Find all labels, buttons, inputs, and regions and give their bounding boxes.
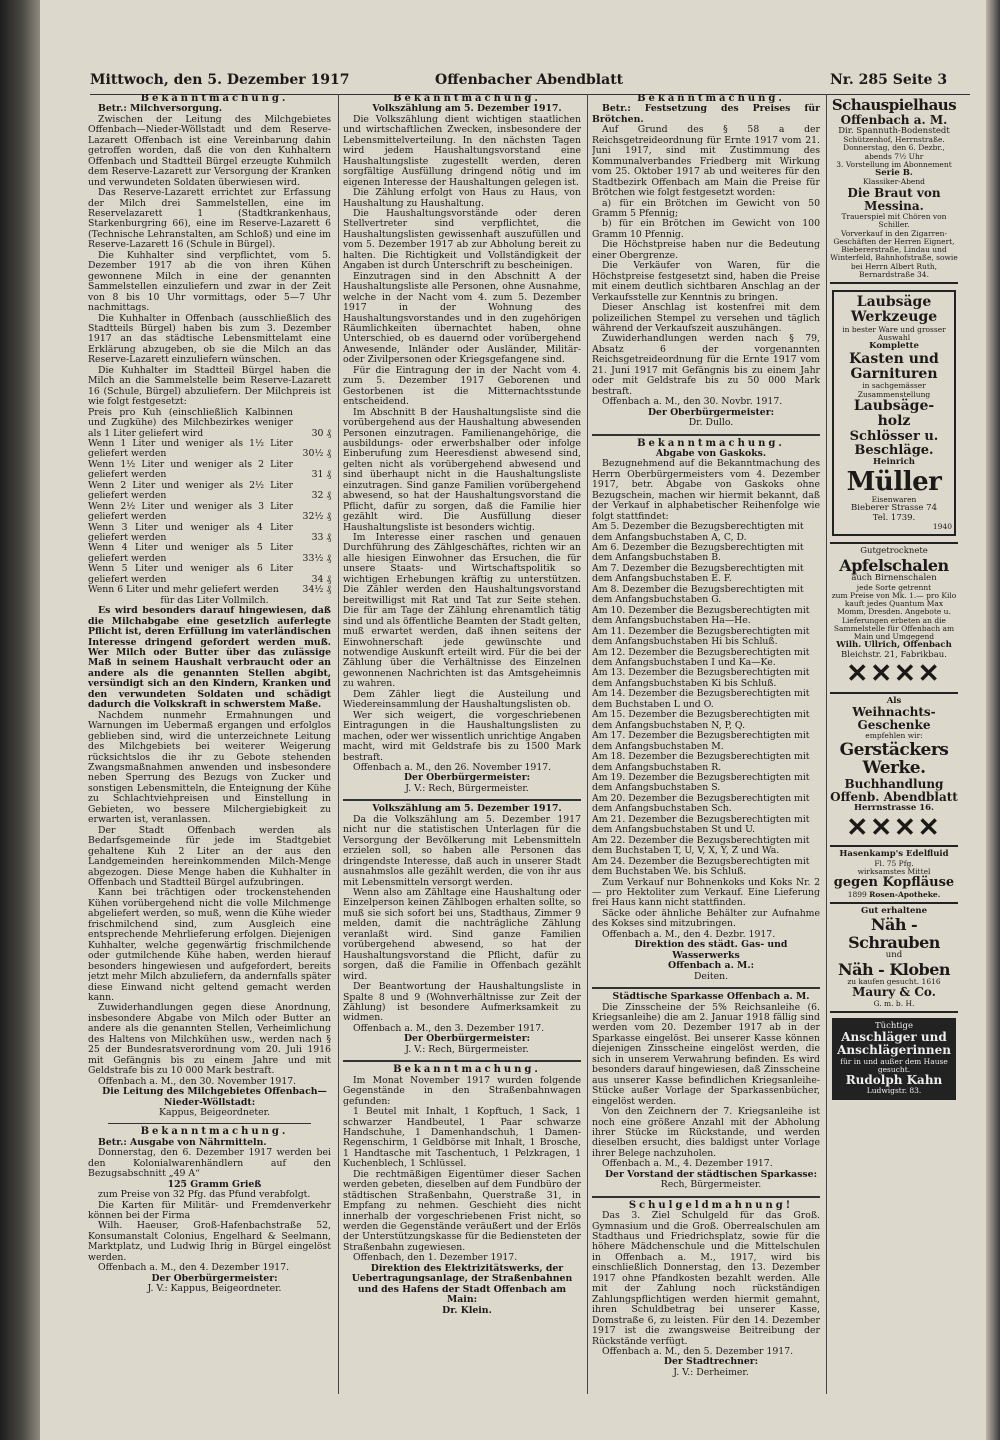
price-label: Wenn 1 Liter und weniger als 1½ Liter geliefert werden [88,437,293,460]
price-row [88,460,331,481]
price-label: Wenn 4 Liter und weniger als 5 Liter geliefert werden [88,542,293,564]
notice-heading: Schulgeldmahnung! [628,1199,794,1211]
ad-text: auch Birnenschalen [851,573,937,584]
schedule-letters: dem Anfangsbuchstaben R. [592,761,722,773]
ad-frame [832,1018,956,1100]
paragraph: Der Stadt Offenbach werden als Bedarfsgemeinde für jede im Stadtgebiet gehaltene Kuh 2 Liter an der aus den Landgemeinden hereinkommenden Milch-Menge abgezogen. Diese Menge haben die Kuhhalter in Offenbach und Stadtteil Bürgel aufzubringen. [88,824,331,888]
column-rule [587,94,588,1394]
schedule-date: Am 6. Dezember die Bezugsberechtigten mit [592,542,804,554]
signature-date: Offenbach a. M., 4. Dezember 1917. [602,1158,773,1170]
signature-date: Offenbach a. M., den 4. Dezember 1917. [98,1262,290,1274]
ad-text [830,891,958,899]
signature-name: Kappus, Beigeordneter. [159,1106,270,1118]
ad-text: Beschläge. [854,442,934,458]
ad-text: Kasten und [849,350,939,367]
column-rule [338,94,339,1394]
ad-schauspielhaus [830,94,958,284]
signature-office: Die Leitung des Milchgebietes Offenbach—Nieder-Wöllstadt: [102,1086,327,1108]
signature-office: Der Oberbürgermeister: [647,406,775,418]
price-label: Wenn 5 Liter und weniger als 6 Liter geliefert werden [88,563,293,585]
ad-title: Schauspielhaus [831,96,957,114]
paragraph: Das 3. Ziel Schulgeld für das Groß. Gymnasium und die Groß. Oberrealschulen am Stadthaus und Friedrichsplatz, sowie für die höhere Mädchenschule und die Mittelschulen in Offenbach a. M., 1917, wird bis einschließlich Donnerstag, den 13. Dezember 1917 ohne Pfandkosten bezahlt werden. Alle mit der Zahlung noch rückständigen Zahlungspflichtigen werden hiermit gemahnt, ihren Schuldbetrag bei unserer Kasse, Domstraße 6, zu leisten. Für den 14. Dezember 1917 ist die zwangsweise Beitreibung der Rückstände verfügt. [592,1210,820,1347]
paragraph: Das Reserve-Lazarett errichtet zur Erfassung der Milch drei Sammelstellen, eine im Reservelazarett 1 (Stadtkrankenhaus, Starkenburgring 66), eine im Reserve-Lazarett 6 (Technische Lehranstalten, am Schloß) und eine im Reserve-Lazarett 16 (Schule in Bürgel). [88,187,331,251]
price-label: Wenn 2½ Liter und weniger als 3 Liter geliefert werden [88,500,293,523]
masthead-title: Offenbacher Abendblatt [435,72,624,88]
signature-date: Offenbach a. M., den 3. Dezember 1917. [353,1022,545,1034]
ad-text: gegen Kopfläuse [833,875,955,891]
price-row [88,408,331,439]
paragraph: Die Kuhhalter in Offenbach (ausschließlich des Stadtteils Bürgel) haben bis zum 3. Dezember 1917 an das städtische Lebensmittelamt eine Erklärung abzugeben, ob sie die Milch an das Reserve-Lazarett einzuliefern wünschen. [88,312,331,366]
signature-name: Dr. Dullo. [688,417,734,429]
column-1 [88,94,331,1394]
ad-text: Eisenwaren [871,495,917,505]
notice-divider [592,987,820,989]
notice-heading: Bekanntmachung. [393,1064,541,1076]
schedule-letters: dem Anfangsbuchstaben B. [592,552,721,564]
milk-price-table [88,408,331,596]
notice-subject: Betr.: Festsetzung des Preises für Brötchen. [592,103,820,125]
signature-office: Direktion des städt. Gas- und Wasserwerks [634,939,788,961]
page-binding-edge [0,0,40,1440]
schedule-date: Am 18. Dezember die Bezugsberechtigten mit [592,751,810,763]
ad-text: Bleichstr. 21, Fabrikbau. [841,649,947,660]
ad-text: empfehlen wir: [865,731,923,741]
price-row [88,543,331,564]
ad-text: Ludwigstr. 83. [866,1086,922,1096]
notice-heading: Städtische Sparkasse Offenbach a. M. [612,991,810,1003]
paragraph: Die Karten für Militär- und Fremdenverkehr können bei der Firma [88,1199,331,1222]
ad-frame [832,290,956,536]
schedule-letters: dem Buchstaben We. bis Schluß. [592,866,747,878]
price-value: 32 ₰ [311,490,331,502]
signature-name: J. V.: Rech, Bürgermeister. [405,782,529,794]
ad-text: Maury & Co. [852,985,936,1000]
koks-schedule [592,522,820,877]
paragraph: Die Zinsscheine der 5% Reichsanleihe (6. Kriegsanleihe) die am 2. Januar 1918 fällig sind werden vom 20. Dezember 1917 ab in der Sparkasse eingelöst. Bei unserer Kasse können diejenigen Zinsscheine eingelöst werden, die sich in unserem Verwahrung befinden. Es wird besonders darauf hingewiesen, daß Zinsscheine aus unserer Kasse befindlichen Kriegsanleihe-Stücke außer Vorlage der Sparkassenbücher, eingelöst werden. [592,1001,820,1107]
paragraph: a) für ein Brötchen im Gewicht von 50 Gramm 5 Pfennig; [592,197,820,219]
column-2 [343,94,581,1394]
paragraph: Säcke oder ähnliche Behälter zur Aufnahme des Kokses sind mitzubringen. [592,907,820,930]
ad-apfelschalen [830,544,958,693]
ad-title: Laubsäge [856,294,932,310]
ad-text: wirksamstes Mittel [857,866,931,876]
price-row [88,439,331,460]
schedule-date: Am 24. Dezember die Bezugsberechtigten mit [592,855,810,867]
ad-title: Werke. [862,758,926,779]
signature-date: Offenbach a. M., den 26. November 1917. [353,762,552,773]
paragraph: Wilh. Haeuser, Groß-Hafenbachstraße 52, Konsumanstalt Colonius, Engelhard & Seelmann, Marktplatz, und Ludwig Ihrig in Bürgel eingelöst werden. [88,1220,331,1263]
paragraph: 1 Beutel mit Inhalt, 1 Kopftuch, 1 Sack, 1 schwarzer Handbeutel, 1 Paar schwarze Handschuhe, 1 Damenhandschuh, 1 Damen-Regenschirm, 1 Geldbörse mit Inhalt, 1 Brosche, 1 Handtasche mit Taschentuch, 1 Pelzkragen, 1 Kuchenblech, 1 Schlüssel. [343,1106,581,1170]
schedule-letters: dem Anfangsbuchstaben M. [592,740,724,752]
masthead-issue: Nr. 285 Seite 3 [830,72,948,88]
schedule-date: Am 19. Dezember die Bezugsberechtigten mit [592,772,810,783]
ad-text: Vorverkauf in den Zigarren-Geschäften der Herren Eignert, Biebererstraße, Lindau und Winterfeld, Bahnhofstraße, sowie bei Herrn Albert Ruth, Bernardstraße 34. [830,228,958,279]
ad-text: Weihnachts-Geschenke [852,705,936,733]
signature-office: Der Oberbürgermeister: [151,1272,278,1284]
paragraph: Dieser Anschlag ist kostenfrei mit dem polizeilichen Stempel zu versehen und täglich während der Verkaufszeit auszuhängen. [592,302,820,334]
paragraph: Es wird besonders darauf hingewiesen, daß die Milchabgabe eine gesetzlich auferlegte Pflicht ist, deren Erfüllung im vaterländischen Interesse dringend gefordert werden muß. Wer Milch oder Butter über das zulässige Maß in seinem Haushalt verbraucht oder an andere als die genannten Stellen abgibt, versündigt sich an den Kindern, Kranken und den verwundeten Soldaten und schädigt dadurch die Volkskraft in schwerstem Maße. [88,605,331,711]
price-value: 32½ ₰ [302,511,331,523]
schedule-date: Am 12. Dezember die Bezugsberechtigten mit [592,646,810,658]
ad-text: Garnituren [850,366,938,383]
ad-title: Hasenkamp's Edelfluid [839,849,949,860]
signature-office: Der Oberbürgermeister: [403,772,531,784]
schedule-date: Am 15. Dezember die Bezugsberechtigten mit [592,709,810,721]
ad-text: Donnerstag, den 6. Dezbr., abends 7½ Uhr [843,143,945,161]
signature-name: J. V.: Kappus, Beigeordneter. [147,1283,282,1295]
paragraph: Die Höchstpreise haben nur die Bedeutung einer Obergrenze. [592,239,820,261]
schedule-letters: dem Anfangsbuchstaben Ha—He. [592,615,751,627]
schedule-letters: dem Anfangsbuchstaben E. F. [592,573,732,585]
price-label: Wenn 2 Liter und weniger als 2½ Liter geliefert werden [88,479,293,502]
ad-title: Anschläger und [841,1030,947,1045]
ad-text: Dir. Spannuth-Bodenstedt [838,125,950,136]
ad-text: Gut erhaltene [860,905,928,916]
ad-text: in sachgemässer Zusammenstellung [857,381,931,399]
schedule-letters: dem Anfangsbuchstaben N, P, Q. [592,719,746,731]
ad-text: in bester Ware und grosser Auswahl [842,324,946,343]
notice-heading: Bekanntmachung. [637,437,785,449]
column-rule [826,94,827,1394]
paragraph: Die Volkszählung dient wichtigen staatlichen und wirtschaftlichen Zwecken, insbesondere der Lebensmittelverteilung. In den nächsten Tagen wird jedem Haushaltungsvorstand eine Haushaltungsliste zugestellt werden, deren sorgfältige Ausfüllung dringend nötig und im eigenen Interesse der Haushaltungen gelegen ist. [343,113,581,188]
price-value: 33 ₰ [311,532,331,544]
notice-subject: Volkszählung am 5. Dezember 1917. [372,103,562,115]
ad-text: zu kaufen gesucht. [847,977,920,987]
paragraph: Wer sich weigert, die vorgeschriebenen Eintragungen in die Haushaltungslisten zu machen, oder wer wissentlich unrichtige Angaben macht, wird mit Geldstrafe bis zu 1500 Mark bestraft. [343,709,581,763]
ad-title: Näh - Schrauben [848,915,940,952]
decorative-crosses: ✕✕✕✕ [846,812,942,843]
signature-name: J. V.: Rech, Bürgermeister. [405,1043,529,1055]
ad-text: zum Preise von Mk. 1.— pro Kilo kauft jedes Quantum Max Momm, Dresden. Angebote u. Lieferungen erbeten an die Sammelstelle für Offenbach am Main und Umgegend [831,590,957,642]
ad-title: Müller [846,466,942,497]
price-label: Wenn 1½ Liter und weniger als 2 Liter geliefert werden [88,458,293,481]
paragraph: Die Kuhhalter sind verpflichtet, vom 5. Dezember 1917 ab die von ihren Kühen gewonnene Milch in eine der genannten Sammelstellen einzuliefern und zwar in der Zeit von 8 bis 10 Uhr vormittags, oder 5—7 Uhr nachmittags. [88,249,331,314]
notice-subject: Betr.: Ausgabe von Nährmitteln. [98,1136,267,1148]
ad-title: Werkzeuge [850,309,938,326]
masthead [90,70,970,95]
paragraph: Zum Verkauf nur Bohnenkoks und Koks Nr. 2 — pro Hektoliter zum Verkauf. Eine Lieferung frei Haus kann nicht stattfinden. [592,876,820,909]
schedule-letters: dem Buchstaben T, U, V, X, Y, Z und Wa. [592,845,780,857]
paragraph: Die rechtmäßigen Eigentümer dieser Sachen werden gebeten, dieselben auf dem Fundbüro der städtischen Straßenbahn, Querstraße 31, in Empfang zu nehmen. Geschieht dies nicht innerhalb der vorgeschriebenen Frist nicht, so werden die Gegenstände veräußert und der Erlös der Unterstützungskasse für die Bediensteten der Straßenbahn zugewiesen. [343,1168,581,1253]
price-row [88,523,331,544]
paragraph: Die Kuhhalter im Stadtteil Bürgel haben die Milch an die Sammelstelle beim Reserve-Lazarett 16 (Schule, Bürgel) abzuliefern. Der Milchpreis ist wie folgt festgesetzt: [88,364,331,408]
paragraph: Bezugnehmend auf die Bekanntmachung des Herrn Oberbürgermeisters vom 4. Dezember 1917, betr. Abgabe von Gaskoks ohne Bezugschein, machen wir hiermit bekannt, daß der Verkauf in alphabetischer Reihenfolge wie folgt stattfindet: [592,458,820,522]
ad-text: Wilh. Ullrich, Offenbach [836,640,952,651]
ad-text: 3. Vorstellung im Abonnement [836,159,952,169]
paragraph: Im Interesse einer raschen und genauen Durchführung des Zählgeschäftes, richten wir an alle hiesigen Einwohner das Ersuchen, die für unsere Staats- und Wirtschaftspolitik so wichtigen Erhebungen kräftig zu unterstützen. Die Zähler werden den Haushaltungsvorstand bereitwilligst mit Rat und Tat zur Seite stehen. Die für am Tage der Zählung ehrenamtlich tätig sind und als öffentliche Beamten der Stadt gelten, muß erwartet werden, daß ihnen seitens der Einwohnerschaft jede gewünschte und notwendige Auskunft erteilt wird. Für die bei der Zählung über die Verhältnisse des Einzelnen gewonnenen Nachrichten ist das Amtsgeheimnis zu wahren. [343,532,581,690]
schedule-letters: dem Anfangsbuchstaben Sch. [592,803,732,815]
ad-text: Schützenhof, Herrnstraße. [843,135,945,145]
ad-gerstaecker [830,694,958,848]
paragraph: Nachdem nunmehr Ermahnungen und Warnungen im Uebermaß ergangen und erfolglos geblieben sind, wird die unterzeichnete Leitung des Milchgebiets bei weiterer Weigerung rücksichtslos die ihr zu Gebote stehenden Zwangsmaßnahmen anwenden und insbesondere neben Sperrung des Bezugs von Zucker und sonstigen Lebensmitteln, die Enteignung der Kühe zu Schlachtviehpreisen und Einstellung in Gebieten, wo bessere Milchergiebigkeit zu erwarten ist, veranlassen. [88,709,331,826]
schedule-letters: dem Anfangsbuchstaben G. [592,594,722,606]
schedule-date: Am 21. Dezember die Bezugsberechtigten mit [592,813,810,825]
ad-text: Die Braut von Messina. [847,185,941,213]
ad-text: Laubsäge- [853,397,935,414]
notice-heading: Bekanntmachung. [637,94,785,104]
paragraph: zum Preise von 32 Pfg. das Pfund verabfolgt. [98,1189,311,1201]
schedule-letters: dem Anfangsbuchstaben St und U. [592,824,756,836]
ad-title: Gerstäckers [839,739,949,760]
paragraph: Wenn also am Zähltage eine Haushaltung oder Einzelperson keinen Zählbogen erhalten sollte, so muß sie sich sofort bei uns, Stadthaus, Zimmer 9 melden, damit die nachträgliche Zählung veranlaßt wird. Sind ganze Familien vorübergehend abwesend, so hat der Haushaltungsvorstand die Pflicht, dafür zu sorgen, daß die Familie in Offenbach gezählt wird. [343,886,581,982]
schedule-date: Am 7. Dezember die Bezugsberechtigten mit [592,562,804,574]
ad-title: Näh - Kloben [837,959,951,979]
paragraph: für das Liter Vollmilch. [160,594,269,606]
price-row [88,481,331,502]
decorative-crosses: ✕✕✕✕ [846,659,942,690]
paragraph: Die Haushaltungsvorstände oder deren Stellvertreter sind verpflichtet, die Haushaltungslisten gewissenhaft auszufüllen und vom 5. Dezember 1917 ab zur Abholung bereit zu halten. Die Richtigkeit und Vollständigkeit der Angaben ist durch Unterschrift zu bescheinigen. [343,207,581,272]
schedule-date: Am 8. Dezember die Bezugsberechtigten mit [592,583,804,595]
signature-office: Offenbach a. M.: [667,960,755,972]
schedule-letters: dem Anfangsbuchstaben S. [592,782,721,794]
price-row [88,564,331,585]
schedule-letters: dem Buchstaben L und O. [592,698,714,710]
ad-text: Rosen-Apotheke. [869,889,941,899]
signature-name: Dr. Klein. [442,1304,492,1316]
paragraph: Zuwiderhandlungen werden nach § 79, Absatz 6 der vorgenannten Reichsgetreideordnung für die Ernte 1917 vom 21. Juni 1917 mit Gefängnis bis zu einem Jahr oder mit Geldstrafe bis zu 50 000 Mark bestraft. [592,333,820,397]
signature-office: Der Oberbürgermeister: [403,1033,531,1045]
page-right-edge [986,0,1000,1440]
masthead-date: Mittwoch, den 5. Dezember 1917 [90,72,350,88]
paragraph: Im Abschnitt B der Haushaltungsliste sind die vorübergehend aus der Haushaltung abwesenden Personen einzutragen. Familienangehörige, die ausbildungs- oder erwerbshalber oder infolge Einberufung zum Heeresdienst abwesend sind, gelten nicht als vorübergehend abwesend und sind überhaupt nicht in die Haushaltungsliste einzutragen. Sind ganze Familien vorübergehend abwesend, so hat der Haushaltungsvorstand die Pflicht, dafür zu sorgen, daß die Familie hier gezählt wird. Die Ausfüllung dieser Haushaltungsliste ist besonders wichtig. [343,406,581,533]
ad-text: Heinrich [873,457,915,468]
schedule-letters: dem Anfangsbuchstaben I und Ka—Ke. [592,657,776,669]
ad-text: Als [886,695,902,706]
signature-office: Der Stadtrechner: [663,1356,759,1368]
paragraph: Von den Zeichnern der 7. Kriegsanleihe ist noch eine größere Anzahl mit der Abholung ihrer Stücke im Rückstande, und werden dieselben ersucht, dies baldigst unter Vorlage ihrer Belege nachzuholen. [592,1106,820,1159]
price-label: Wenn 6 Liter und mehr geliefert werden [88,584,279,596]
notice-divider [343,1060,581,1062]
signature-name: Deiten. [693,970,729,982]
schedule-date: Am 20. Dezember die Bezugsberechtigten mit [592,792,810,804]
paragraph: b) für ein Brötchen im Gewicht von 100 Gramm 10 Pfennig. [592,218,820,240]
paragraph: Dem Zähler liegt die Austeilung und Wiedereinsammlung der Haushaltungslisten ob. [343,688,581,711]
ad-text: Komplette [869,341,919,352]
ad-text: Herrnstrasse 16. [854,803,934,814]
ad-text: holz [877,413,911,430]
paragraph: Kann bei trächtigen oder trockenstehenden Kühen vorübergehend nicht die volle Milchmenge abgeliefert werden, so muß, wenn die Kühe wieder frischmilchend sind, zum Ausgleich eine entsprechende Mehrlieferung erfolgen. Diejenigen Kuhhalter, welche gegenwärtig frischmilchende oder gutmilchende Kühe haben, werden hierauf besonders hingewiesen und aufgefordert, bereits jetzt mehr Milch abzuliefern, da andernfalls später diese Einwand nicht geltend gemacht werden kann. [88,887,331,1003]
signature-name: Rech, Bürgermeister. [660,1179,762,1191]
ad-edelfluid [830,847,958,903]
schedule-date: Am 11. Dezember die Bezugsberechtigten mit [592,625,810,637]
ad-text: Schlösser u. [849,428,939,444]
signature-date: Offenbach a. M., den 5. Dezember 1917. [602,1346,794,1358]
notice-divider [108,1123,311,1124]
paragraph: Im Monat November 1917 wurden folgende Gegenstände in den Straßenbahnwagen gefunden: [343,1074,581,1107]
notice-heading: Bekanntmachung. [140,94,289,104]
notice-heading: Volkszählung am 5. Dezember 1917. [372,803,562,815]
notice-divider [343,799,581,801]
paragraph: 125 Gramm Grieß [167,1178,262,1190]
ad-number: 1616 [921,977,941,987]
paragraph: Für die Eintragung der in der Nacht vom 4. zum 5. Dezember 1917 Geborenen und Gestorbenen ist die Mitternachtsstunde entscheidend. [343,364,581,408]
ad-text: Rudolph Kahn [845,1073,943,1088]
paragraph: Zwischen der Leitung des Milchgebietes Offenbach—Nieder-Wöllstadt und dem Reserve-Lazarett Offenbach ist eine Vereinbarung dahin getroffen worden, daß die von den Kuhhaltern Offenbach und Stadtteil Bürgel erzeugte Kuhmilch dem Reserve-Lazarett zur Versorgung der Kranken und verwundeten Soldaten überwiesen wird. [88,113,331,188]
schedule-date: Am 14. Dezember die Bezugsberechtigten mit [592,688,810,700]
paragraph: Donnerstag, den 6. Dezember 1917 werden bei den Kolonialwarenhändlern auf den Bezugsabschnitt „49 A“ [88,1147,331,1180]
ad-text: Trauerspiel mit Chören von Schiller. [841,212,947,230]
notice-heading: Bekanntmachung. [140,1126,289,1138]
ad-text: Offenb. Abendblatt [830,790,958,805]
ad-text: Fl. 75 Pfg. [874,858,914,868]
paragraph: Die Zählung erfolgt von Haus zu Haus, von Haushaltung zu Haushaltung. [343,187,581,209]
price-label: Preis pro Kuh (einschließlich Kalbinnen und Zugkühe) des Milchbezirkes weniger als 1 Liter geliefert wird [88,406,293,439]
paragraph: Da die Volkszählung am 5. Dezember 1917 nicht nur die statistischen Unterlagen für die Versorgung der Bevölkerung mit Lebensmitteln erzielen soll, so haben alle Personen das dringendste Interesse, daß auch in unserer Stadt ausnahmslos alle gezählt werden, die von ihr aus mit Lebensmitteln versorgt werden. [343,813,581,888]
schedule-date: Am 10. Dezember die Bezugsberechtigten mit [592,604,810,616]
ad-text: Gutgetrocknete [860,546,928,557]
schedule-date: Am 22. Dezember die Bezugsberechtigten mit [592,834,810,846]
signature-date: Offenbach a. M., den 30. Novbr. 1917. [602,396,783,408]
signature-name: J. V.: Derheimer. [673,1366,749,1378]
ad-text: und [885,950,903,961]
paragraph: Zuwiderhandlungen gegen diese Anordnung, insbesondere Abgabe von Milch oder Butter an andere als die genannten Stellen, Verheimlichung des Haltens von Milchkühen usw., werden nach § 25 der Bundesratsverordnung vom 20. Juli 1916 mit Gefängnis bis zu einem Jahre und mit Geldstrafe bis zu 10 000 Mark bestraft. [88,1002,331,1077]
ad-text: G. m. b. H. [873,998,915,1008]
price-row [88,502,331,523]
ad-text: Serie B. [875,168,913,179]
ad-title: Anschlägerinnen [837,1043,951,1058]
ad-title: Apfelschalen [839,555,949,575]
price-value: 33½ ₰ [302,552,331,564]
column-3 [592,94,820,1394]
paragraph: Auf Grund des § 58 a der Reichsgetreideordnung für Ernte 1917 vom 21. Juni 1917, sind mit Zustimmung des Kommunalverbandes Friedberg mit Wirkung vom 25. Oktober 1917 ab und weiteres für den Stadtbezirk Offenbach am Main die Preise für Brötchen wie folgt festgesetzt worden: [592,124,820,199]
ad-number: 1940 [932,522,952,532]
notice-subject: Abgabe von Gaskoks. [655,447,767,459]
price-value: 30 ₰ [311,427,331,439]
ad-text: jede Sorte getrennt [856,582,932,592]
schedule-letters: dem Anfangsbuchstaben A, C, D. [592,531,747,543]
ad-maury [830,904,958,1013]
ad-text: Klassiker-Abend [863,177,925,187]
ad-text: Tüchtige [875,1020,913,1031]
notice-divider [592,434,820,436]
price-label: Wenn 3 Liter und weniger als 4 Liter geliefert werden [88,521,293,544]
ad-text: für in und außer dem Hause gesucht. [840,1056,948,1074]
schedule-letters: dem Anfangsbuchstaben Hi bis Schluß. [592,636,778,648]
ad-mueller [830,284,958,544]
price-value: 31 ₰ [311,469,331,481]
notice-heading: Bekanntmachung. [393,94,541,104]
advertisement-column [830,94,958,1424]
price-value: 34½ ₰ [302,584,331,596]
schedule-date: Am 13. Dezember die Bezugsberechtigten mit [592,667,810,679]
price-value: 34 ₰ [311,573,331,585]
notice-divider [592,1196,820,1198]
price-value: 30½ ₰ [302,448,331,460]
ad-text: Bieberer Strasse 74 [851,503,937,514]
schedule-date: Am 5. Dezember die Bezugsberechtigten mit [592,521,804,533]
schedule-date: Am 17. Dezember die Bezugsberechtigten mit [592,730,810,742]
signature-date: Offenbach, den 1. Dezember 1917. [353,1252,518,1264]
signature-date: Offenbach a. M., den 30. November 1917. [98,1075,297,1087]
paragraph: Der Beantwortung der Haushaltungsliste in Spalte 8 und 9 (Wohnverhältnisse zur Zeit der Zählung) ist besondere Aufmerksamkeit zu widmen. [343,981,581,1024]
ad-text: Offenbach a. M. [840,112,948,127]
paragraph: Die Verkäufer von Waren, für die Höchstpreise festgesetzt sind, haben die Preise mit einem deutlich sichtbaren Anschlag an der Verkaufsstelle zur Kenntnis zu bringen. [592,260,820,303]
signature-office: Direktion des Elektrizitätswerks, der Uebertragungsanlage, der Straßenbahnen und des Hafens der Stadt Offenbach am Main: [351,1262,573,1306]
signature-date: Offenbach a. M., den 4. Dezbr. 1917. [602,928,776,940]
ad-text: Tel. 1739. [872,512,916,523]
notice-subject: Betr.: Milchversorgung. [98,103,223,115]
signature-office: Der Vorstand der städtischen Sparkasse: [604,1168,818,1180]
ad-kahn [830,1013,958,1105]
ad-number: 1899 [847,889,867,899]
schedule-letters: dem Anfangsbuchstaben Ki bis Schluß. [592,677,777,689]
paragraph: Einzutragen sind in den Abschnitt A der Haushaltungsliste alle Personen, ohne Ausnahme, welche in der Nacht vom 4. zum 5. Dezember 1917 in der Wohnung des Haushaltungsvorstandes und in den zugehörigen Räumlichkeiten übernachtet haben, ohne Unterschied, ob es dauernd oder vorübergehend Anwesende, Inländer oder Ausländer, Militär- oder Zivilpersonen oder Kriegsgefangene sind. [343,270,581,366]
ad-text: Buchhandlung [844,777,944,792]
